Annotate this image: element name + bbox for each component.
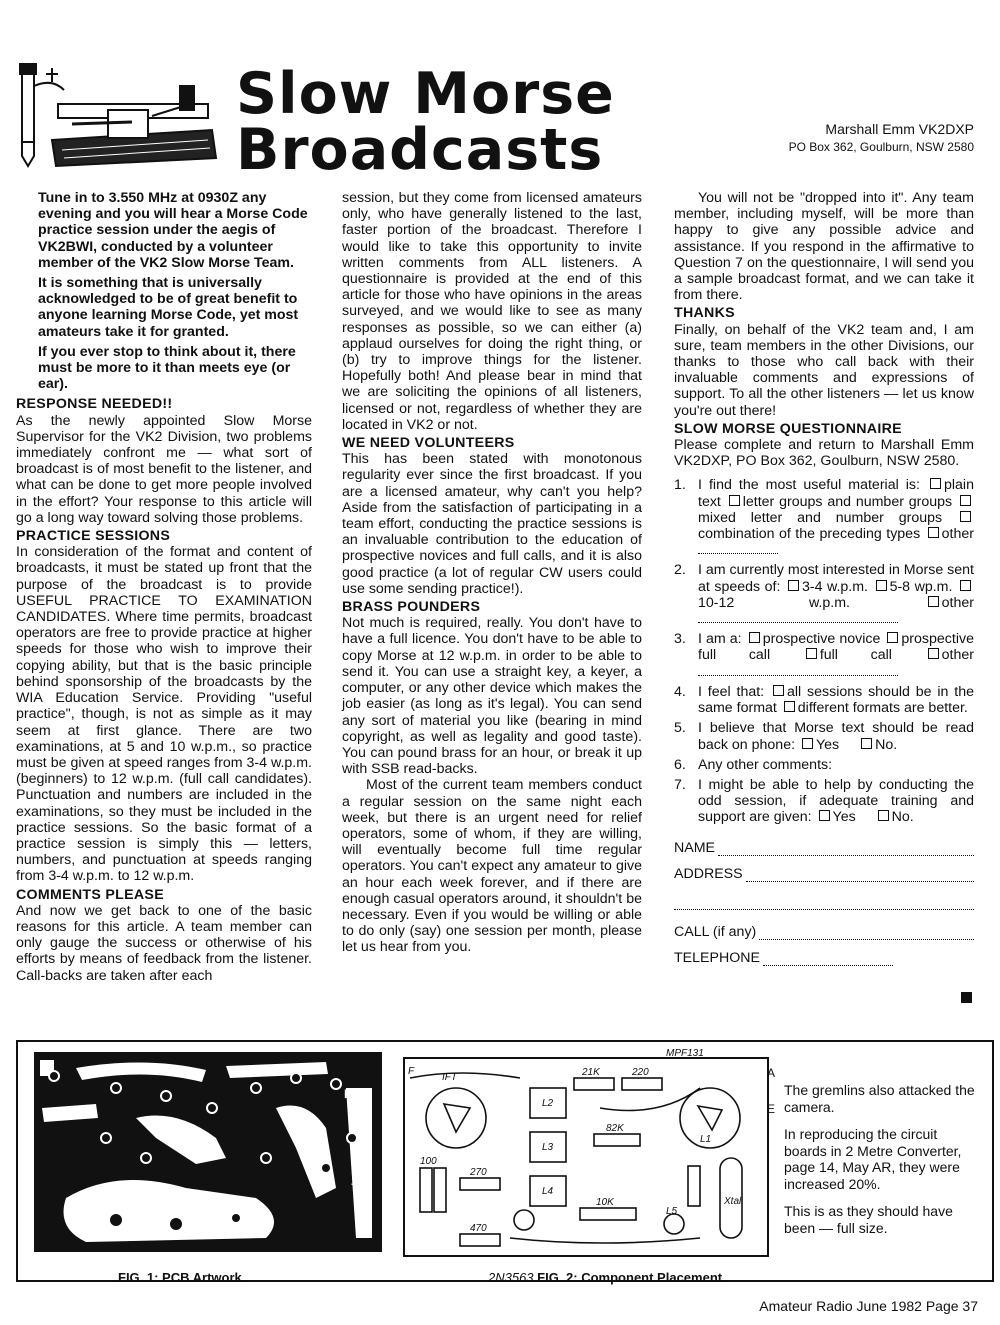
q1-other-checkbox[interactable] xyxy=(928,527,939,538)
side-paragraph-2: In reproducing the circuit boards in 2 Metre Converter, page 14, May AR, they were increased 20%. xyxy=(784,1126,962,1192)
label-ift: IFT xyxy=(442,1072,457,1083)
label-xtal: Xtal xyxy=(724,1196,742,1207)
q1-mixed-groups-checkbox[interactable] xyxy=(960,495,971,506)
question-6: 6. Any other comments: xyxy=(674,756,833,773)
heading-practice-sessions: PRACTICE SESSIONS xyxy=(16,528,171,545)
col2-paragraph-1: session, but they come from licensed amateurs only, who have generally listened to the last, faster portion of the broadcast. Therefore I would like to take this opportunity to invite written comments from ALL listeners. A questionnaire is provided at the end of this article for those who have opinions in the areas surveyed, and we would like to see as many responses as possible, so we can either (a) applaud ourselves for doing the right thing, or (b) try to improve things for the listener. Hopefully both! And please bear in mind that we are soliciting the opinions of all listeners, licensed or not, regardless of whether they are located in VK2 or not. xyxy=(342,190,642,433)
author-name: Marshall Emm VK2DXP xyxy=(825,121,974,137)
q4-different-formats-checkbox[interactable] xyxy=(784,701,795,712)
team-paragraph: Most of the current team members conduct a regular session on the same night each week, but there is an urgent need for relief operators, some of whom, if they are willing, will eventually become full time regular operators. You can't expect any amateur to give an hour each week forever, and if there are enough casual operators around, it shouldn't be necessary. Even if you would be willing or able to do only (say) one session per month, please let us hear from you. xyxy=(342,777,642,956)
q3-prospective-novice-checkbox[interactable] xyxy=(749,632,760,643)
column-3 xyxy=(674,190,974,966)
q2-other-line[interactable] xyxy=(698,611,898,623)
q4-same-format-checkbox[interactable] xyxy=(773,685,784,696)
telephone-field[interactable]: TELEPHONE xyxy=(674,950,974,966)
brass-paragraph: Not much is required, really. You don't have to have a full licence. You don't have to be able to copy Morse at 12 w.p.m. in order to be able to send it. You can use a straight key, a keyer, a computer, or any other device which makes the job easier (as long as it's legal). You can send any sort of material you like (bearing in mind copyright, as well as legality and good taste). You can pound brass for an hour, or break it up with SSB read-backs. xyxy=(342,615,642,778)
q2-other-checkbox[interactable] xyxy=(928,596,939,607)
side-paragraph-1: The gremlins also attacked the camera. xyxy=(784,1082,975,1115)
q5-yes-checkbox[interactable] xyxy=(802,738,813,749)
q3-other-line[interactable] xyxy=(698,664,898,676)
address-field[interactable]: ADDRESS xyxy=(674,866,974,882)
response-paragraph: As the newly appointed Slow Morse Supervisor for the VK2 Division, two problems immediately confront me — what sort of broadcast is of most benefit to the listener, and what can be done to get more people involved in the effort? Your response to this article will go a long way toward solving those problems. xyxy=(16,412,312,526)
heading-brass-pounders: BRASS POUNDERS xyxy=(342,599,481,616)
heading-questionnaire: SLOW MORSE QUESTIONNAIRE xyxy=(674,420,902,437)
name-field[interactable]: NAME xyxy=(674,840,974,856)
q3-full-call-checkbox[interactable] xyxy=(806,648,817,659)
comments-paragraph: And now we get back to one of the basic reasons for this article. A team member can only gauge the success or otherwise of his efforts by means of feedback from the listener. Call-backs are taken after each xyxy=(16,902,312,984)
fig2-side-label-a: A xyxy=(767,1066,776,1080)
heading-thanks: THANKS xyxy=(674,305,735,322)
fig2-side-label-e: E xyxy=(767,1102,776,1116)
q2-10-12-wpm-checkbox[interactable] xyxy=(960,580,971,591)
page-footer: Amateur Radio June 1982 Page 37 xyxy=(759,1298,978,1314)
question-2: 2. I am currently most interested in Morse sent at speeds of: 3-4 w.p.m. 5-8 wp.m. 10-12 w.p.m. other xyxy=(674,562,974,627)
author-block xyxy=(789,120,974,156)
label-mpf131: MPF131 xyxy=(666,1048,704,1059)
pcb-label-plus12: +12 xyxy=(351,1179,370,1191)
label-100: 100 xyxy=(420,1156,437,1167)
label-470: 470 xyxy=(470,1223,487,1234)
heading-comments-please: COMMENTS PLEASE xyxy=(16,886,164,903)
label-10k: 10K xyxy=(596,1197,614,1208)
label-220: 220 xyxy=(632,1067,649,1078)
label-l1: L1 xyxy=(700,1134,712,1145)
q5-no-checkbox[interactable] xyxy=(861,738,872,749)
question-4: 4. I feel that: all sessions should be in the same format different formats are better. xyxy=(674,683,974,717)
col3-paragraph-1: You will not be "dropped into it". Any team member, including myself, will be more than happy to give any possible advice and assistance. If you respond in the affirmative to Question 7 on the questionnaire, I will send you a sample broadcast format, and we can take it from there. xyxy=(674,190,974,304)
label-21k: 21K xyxy=(582,1067,600,1078)
intro-paragraph-1: Tune in to 3.550 MHz at 0930Z any evening and you will hear a Morse Code practice session under the aegis of VK2BWI, conducted by a volunteer member of the VK2 Slow Morse Team. xyxy=(38,190,308,271)
label-270: 270 xyxy=(470,1167,487,1178)
q7-no-checkbox[interactable] xyxy=(878,810,889,821)
column-1 xyxy=(16,190,312,984)
q1-plain-text-checkbox[interactable] xyxy=(930,478,941,489)
title-line-2: Broadcasts xyxy=(236,117,604,183)
fig2-caption: 2N3563 FIG. 2: Component Placement. xyxy=(488,1270,726,1285)
label-l5: L5 xyxy=(666,1206,678,1217)
morse-key-illustration xyxy=(12,58,222,170)
call-field[interactable]: CALL (if any) xyxy=(674,924,974,940)
fig1-caption: FIG. 1: PCB Artwork. xyxy=(118,1270,246,1285)
author-address: PO Box 362, Goulburn, NSW 2580 xyxy=(788,140,974,154)
practice-paragraph: In consideration of the format and content of broadcasts, it must be stated up front that the purpose of the broadcast is to provide USEFUL PRACTICE TO EXAMINATION CANDIDATES. Where time permits, broadcast operators are free to provide practice at higher speeds for those who wish to improve their copying ability, but that is the basic principle behind sponsorship of the broadcasts by the WIA Education Service. Providing "useful practice", though, is not as simple as it may seem at first glance. There are two examinations, at 5 and 10 w.p.m., so practice must be given at speed ranges from 3-4 w.p.m. (beginners) to 12 w.p.m. (full call candidates). Punctuation and numbers are included in the examinations, so they must be included in the practice sessions. So the basic format of a practice session is simply this — letters, numbers, and punctuation at speeds ranging from 3-4 w.p.m. to 12 w.p.m. xyxy=(16,544,312,885)
heading-response-needed: RESPONSE NEEDED!! xyxy=(16,396,173,413)
pcb-artwork-figure xyxy=(26,1048,386,1258)
q7-yes-checkbox[interactable] xyxy=(819,810,830,821)
column-2 xyxy=(342,190,642,956)
q2-3-4-wpm-checkbox[interactable] xyxy=(788,580,799,591)
pcb-label-a: A xyxy=(48,1051,56,1063)
question-3: 3. I am a: prospective novice prospective full call full call other xyxy=(674,631,974,680)
gremlins-note xyxy=(784,1082,982,1247)
label-l2: L2 xyxy=(542,1098,554,1109)
heading-we-need-volunteers: WE NEED VOLUNTEERS xyxy=(342,435,515,452)
label-l3: L3 xyxy=(542,1142,554,1153)
label-82k: 82K xyxy=(606,1123,624,1134)
label-l4: L4 xyxy=(542,1186,554,1197)
q1-letter-groups-checkbox[interactable] xyxy=(729,495,740,506)
q2-5-8-wpm-checkbox[interactable] xyxy=(876,580,887,591)
question-7: 7. I might be able to help by conducting the odd session, if adequate training and support are given: Yes No. xyxy=(674,776,974,826)
component-placement-figure xyxy=(400,1048,772,1260)
q1-combination-checkbox[interactable] xyxy=(960,511,971,522)
question-1: 1. I find the most useful material is: plain text letter groups and number groups mixed letter and number groups combination of the preceding types other xyxy=(674,477,974,558)
thanks-paragraph: Finally, on behalf of the VK2 team and, I am sure, team members in the other Divisions, our thanks to those who call back with their invaluable comments and expressions of support. To all the other listeners — let us know you're out there! xyxy=(674,321,974,419)
q3-prospective-full-call-checkbox[interactable] xyxy=(887,632,898,643)
pcb-label-if: IF xyxy=(344,1087,355,1101)
label-f: F xyxy=(408,1066,415,1077)
end-of-article-mark xyxy=(961,992,972,1003)
title-line-1: Slow Morse xyxy=(236,61,615,127)
questionnaire-intro: Please complete and return to Marshall Emm VK2DXP, PO Box 362, Goulburn, NSW 2580. xyxy=(674,437,974,470)
intro-paragraph-3: If you ever stop to think about it, there must be more to it than meets eye (or ear). xyxy=(38,343,296,393)
article-title xyxy=(236,61,615,183)
question-5: 5. I believe that Morse text should be read back on phone: Yes No. xyxy=(674,720,974,753)
side-paragraph-3: This is as they should have been — full size. xyxy=(784,1203,953,1236)
q1-other-line[interactable] xyxy=(698,542,778,554)
intro-paragraph-2: It is something that is universally acknowledged to be of great benefit to anyone learning Morse Code, yet most amateurs take it for granted. xyxy=(38,275,299,340)
q3-other-checkbox[interactable] xyxy=(928,648,939,659)
address-line-2[interactable] xyxy=(674,898,974,910)
fig2-transistor-label: 2N3563 xyxy=(488,1270,534,1285)
volunteers-paragraph: This has been stated with monotonous regularity ever since the first broadcast. If you are a licensed amateur, why can't you help? Aside from the satisfaction of participating in a team effort, conducting the practice sessions is an invaluable contribution to the education of prospective novices and full calls, and it is also good practice (a lot of regular CW users could use some sending practice!). xyxy=(342,451,642,597)
